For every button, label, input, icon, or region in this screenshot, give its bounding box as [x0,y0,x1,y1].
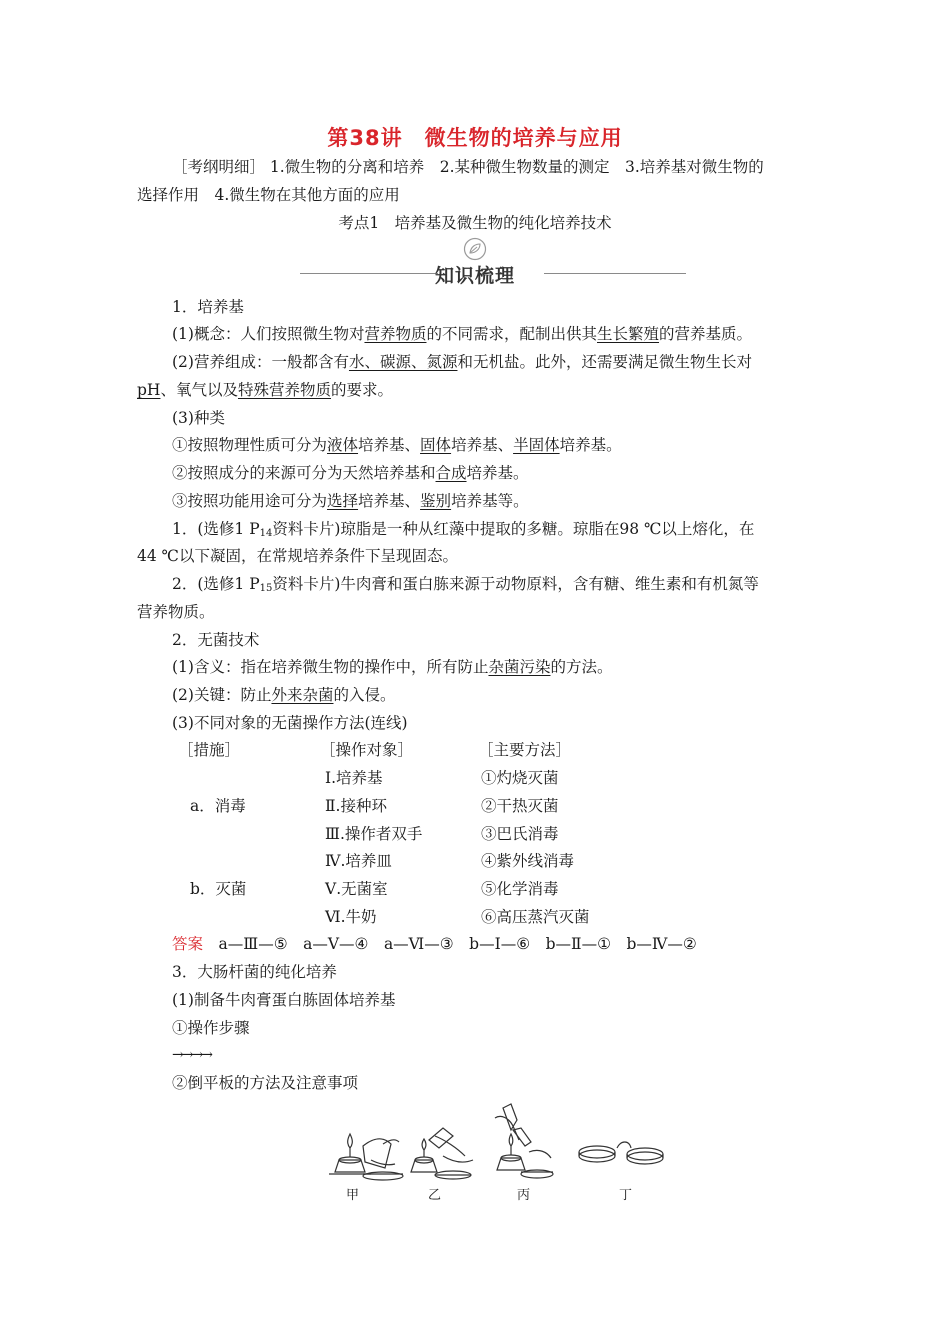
s1-composition-line1: (2)营养组成：一般都含有水、碳源、氮源和无机盐。此外，还需要满足微生物生长对 [172,353,752,371]
s1-kind-2: ②按照成分的来源可分为天然培养基和合成培养基。 [172,464,529,482]
section-header: 知识梳理 [434,265,515,287]
col-header-methods: ［主要方法］ [478,741,572,759]
answer-line [172,934,697,954]
figure-caption: 丙 [517,1188,531,1203]
s1-kind-1: ①按照物理性质可分为液体培养基、固体培养基、半固体培养基。 [172,436,622,454]
answer-label: 答案 [172,935,204,953]
s3-arrows: →→→→ [172,1047,211,1063]
measure-item: b．灭菌 [190,880,247,898]
s2-key: (2)关键：防止外来杂菌的入侵。 [172,686,396,704]
method-item: ①灼烧灭菌 [481,769,559,787]
outline-line-1: ［考纲明细］ 1.微生物的分离和培养 2.某种微生物数量的测定 3.培养基对微生物的 [172,158,764,176]
s1-title: 1．培养基 [172,298,244,316]
object-item: Ⅵ.牛奶 [325,908,377,926]
s3-step: ①操作步骤 [172,1019,250,1037]
col-header-objects: ［操作对象］ [320,741,414,759]
figure-caption: 丁 [619,1188,633,1203]
s1-kinds: (3)种类 [172,409,225,427]
s1-composition-line2: pH、氧气以及特殊营养物质的要求。 [137,381,393,399]
alcohol-lamp-icon [329,1134,371,1174]
object-item: Ⅲ.操作者双手 [325,825,423,843]
s1-kind-3: ③按照功能用途可分为选择培养基、鉴别培养基等。 [172,492,529,510]
method-item: ④紫外线消毒 [481,852,575,870]
method-item: ③巴氏消毒 [481,825,559,843]
figure-caption: 乙 [428,1188,442,1203]
s1-note-2-line2: 营养物质。 [137,603,215,621]
s1-note-1-line1: 1．(选修1 $P_{14}$资料卡片)琼脂是一种从红藻中提取的多糖。琼脂在98 ℃以上熔化，在 [172,520,755,539]
s2-meaning: (1)含义：指在培养微生物的操作中，所有防止杂菌污染的方法。 [172,658,613,676]
page-title: 第38讲 微生物的培养与应用 [327,126,623,150]
s3-title: 3．大肠杆菌的纯化培养 [172,963,337,981]
object-item: Ⅳ.培养皿 [325,852,392,870]
s2-methods: (3)不同对象的无菌操作方法(连线) [172,714,408,732]
object-item: Ⅴ.无菌室 [325,880,388,898]
method-item: ②干热灭菌 [481,797,559,815]
method-item: ⑤化学消毒 [481,880,559,898]
s2-title: 2．无菌技术 [172,631,260,649]
pour-plate-illustration [325,1100,670,1185]
answer-text: a—Ⅲ—⑤ a—Ⅴ—④ a—Ⅵ—③ b—Ⅰ—⑥ b—Ⅱ—① b—Ⅳ—② [218,935,697,953]
col-header-measures: ［措施］ [178,741,241,759]
s3-pour: ②倒平板的方法及注意事项 [172,1074,359,1092]
method-item: ⑥高压蒸汽灭菌 [481,908,590,926]
figure-caption: 甲 [346,1188,360,1203]
outline-line-2: 选择作用 4.微生物在其他方面的应用 [137,186,400,204]
s1-concept: (1)概念：人们按照微生物对营养物质的不同需求，配制出供其生长繁殖的营养基质。 [172,325,753,343]
kaodian-heading: 考点1 培养基及微生物的纯化培养技术 [338,214,612,232]
object-item: Ⅱ.接种环 [325,797,387,815]
object-item: Ⅰ.培养基 [325,769,383,787]
s3-p1: (1)制备牛肉膏蛋白胨固体培养基 [172,991,396,1009]
s1-note-1-line2: 44 ℃以下凝固，在常规培养条件下呈现固态。 [137,547,458,565]
measure-item: a．消毒 [190,797,246,815]
s1-note-2-line1: 2．(选修1 $P_{15}$资料卡片)牛肉膏和蛋白胨来源于动物原料，含有糖、维生素和有机氮等 [172,575,759,594]
